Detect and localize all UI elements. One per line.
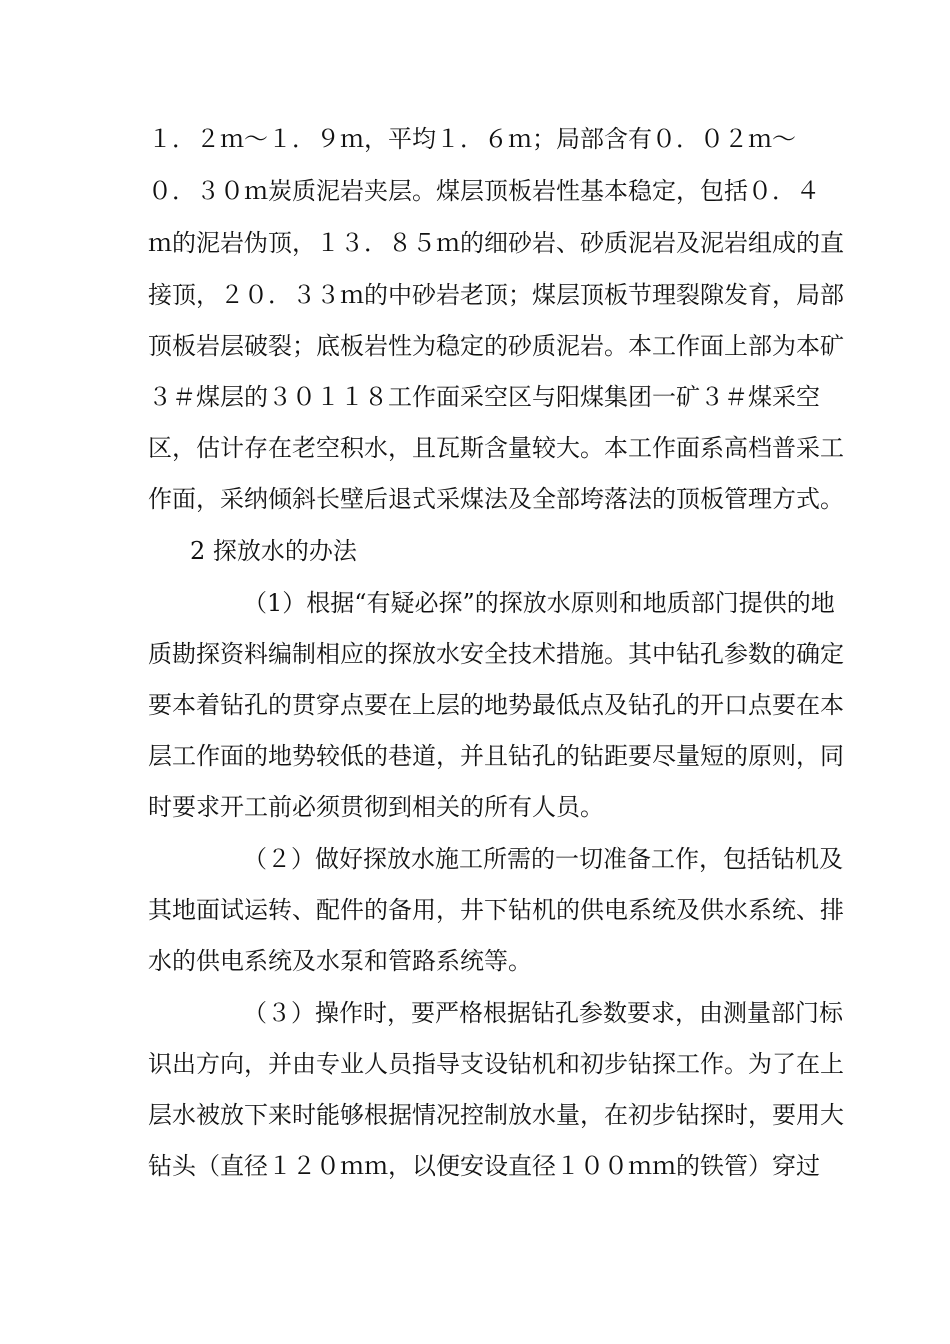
paragraph-line: 区，估计存在老空积水，且瓦斯含量较大。本工作面系高档普采工 — [148, 434, 844, 462]
paragraph-line: ０．３０ｍ炭质泥岩夹层。煤层顶板岩性基本稳定，包括０．４ — [148, 177, 820, 205]
item-line: 水的供电系统及水泵和管路系统等。 — [148, 947, 532, 975]
item-line: 时要求开工前必须贯彻到相关的所有人员。 — [148, 793, 604, 821]
section-heading: 2 探放水的办法 — [190, 537, 357, 565]
item-line: 要本着钻孔的贯穿点要在上层的地势最低点及钻孔的开口点要在本 — [148, 691, 844, 719]
item-line: 质勘探资料编制相应的探放水安全技术措施。其中钻孔参数的确定 — [148, 640, 844, 668]
paragraph-line: 顶板岩层破裂；底板岩性为稳定的砂质泥岩。本工作面上部为本矿 — [148, 332, 844, 360]
item-line: （３）操作时，要严格根据钻孔参数要求，由测量部门标 — [243, 999, 843, 1027]
item-line: 其地面试运转、配件的备用，井下钻机的供电系统及供水系统、排 — [148, 896, 844, 924]
item-line: （1）根据“有疑必探”的探放水原则和地质部门提供的地 — [243, 589, 835, 617]
paragraph-line: ｍ的泥岩伪顶，１３．８５ｍ的细砂岩、砂质泥岩及泥岩组成的直 — [148, 229, 844, 257]
paragraph-line: ３＃煤层的３０１１８工作面采空区与阳煤集团一矿３＃煤采空 — [148, 383, 820, 411]
item-line: 识出方向，并由专业人员指导支设钻机和初步钻探工作。为了在上 — [148, 1050, 844, 1078]
paragraph-line: 接顶，２０．３３ｍ的中砂岩老顶；煤层顶板节理裂隙发育，局部 — [148, 281, 844, 309]
paragraph-line: 作面，采纳倾斜长壁后退式采煤法及全部垮落法的顶板管理方式。 — [148, 485, 844, 513]
item-line: 层工作面的地势较低的巷道，并且钻孔的钻距要尽量短的原则，同 — [148, 742, 844, 770]
paragraph-line: １．２ｍ～１．９ｍ，平均１．６ｍ；局部含有０．０２ｍ～ — [148, 125, 796, 153]
item-line: 层水被放下来时能够根据情况控制放水量，在初步钻探时，要用大 — [148, 1101, 844, 1129]
item-line: 钻头（直径１２０ｍｍ，以便安设直径１００ｍｍ的铁管）穿过 — [148, 1152, 820, 1180]
item-line: （２）做好探放水施工所需的一切准备工作，包括钻机及 — [243, 845, 843, 873]
